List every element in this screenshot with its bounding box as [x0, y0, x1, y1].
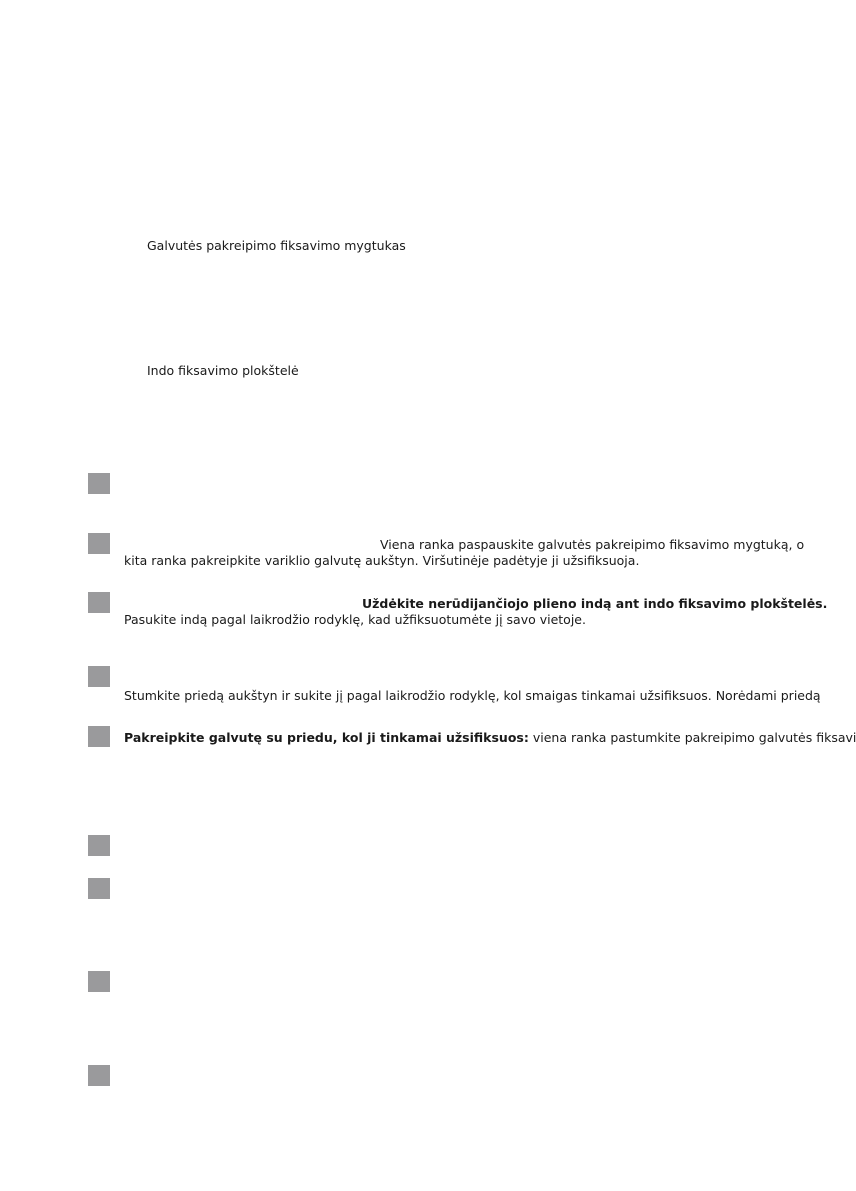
- step-3-line-2: Pasukite indą pagal laikrodžio rodyklę, kad užfiksuotumėte jį savo vietoje.: [124, 612, 586, 627]
- step-2-line-1: Viena ranka paspauskite galvutės pakreipimo fiksavimo mygtuką, o: [380, 537, 805, 552]
- step-marker-3: [88, 592, 110, 613]
- step-marker-9: [88, 1065, 110, 1086]
- step-5-line-1: [124, 730, 856, 746]
- step-2-line-2: kita ranka pakreipkite variklio galvutę aukštyn. Viršutinėje padėtyje ji užsifiksuoja.: [124, 553, 640, 568]
- step-marker-5: [88, 726, 110, 747]
- step-marker-4: [88, 666, 110, 687]
- step-marker-7: [88, 878, 110, 899]
- step-5-rest: viena ranka pastumkite pakreipimo galvutės fiksavi: [528, 730, 856, 745]
- step-marker-8: [88, 971, 110, 992]
- step-3-line-1: Uždėkite nerūdijančiojo plieno indą ant indo fiksavimo plokštelės.: [362, 596, 828, 611]
- step-marker-2: [88, 533, 110, 554]
- step-5-bold: Pakreipkite galvutę su priedu, kol ji tinkamai užsifiksuos:: [124, 730, 529, 745]
- head-lock-button-label: Galvutės pakreipimo fiksavimo mygtukas: [147, 238, 406, 253]
- bowl-lock-plate-label: Indo fiksavimo plokštelė: [147, 363, 299, 378]
- step-marker-6: [88, 835, 110, 856]
- step-marker-1: [88, 473, 110, 494]
- step-4-line-2: Stumkite priedą aukštyn ir sukite jį pagal laikrodžio rodyklę, kol smaigas tinkamai užsifiksuos. Norėdami priedą: [124, 688, 821, 703]
